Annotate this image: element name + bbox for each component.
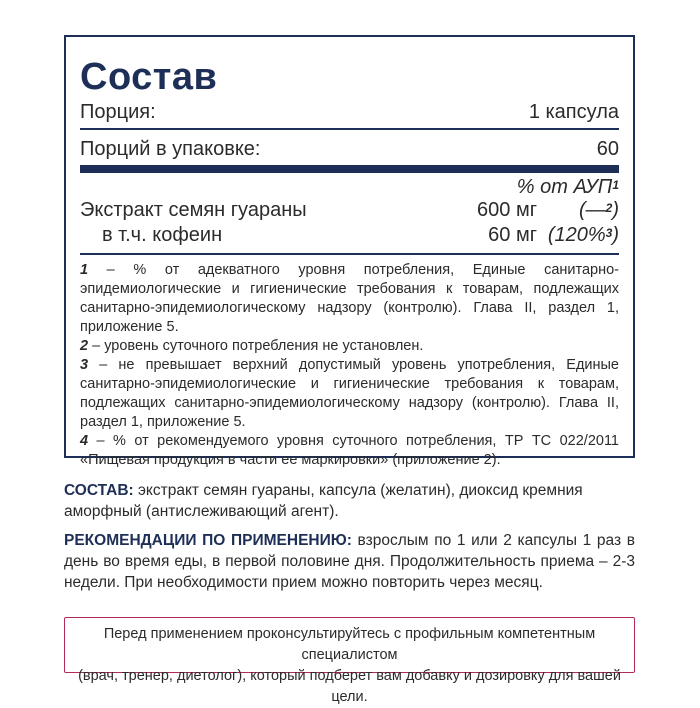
- ingredient-name: Экстракт семян гуараны: [80, 199, 307, 221]
- serving-value: 1 капсула: [528, 101, 619, 123]
- servings-value: 60: [596, 138, 619, 160]
- footnote: 2 – уровень суточного потребления не установлен.: [80, 338, 424, 354]
- ingredient-daily-value: (—$^2$): [578, 199, 619, 221]
- divider-thick: [80, 165, 619, 173]
- recommendations-text: РЕКОМЕНДАЦИИ ПО ПРИМЕНЕНИЮ: взрослым по 1 или 2 капсулы 1 раз в день во время еды, в первой половине дня. Продолжительность приема – 2-3 недели. При необходимости прием можно повторить через месяц.: [64, 532, 635, 591]
- supplement-facts-panel: [64, 35, 635, 468]
- footnote: 3 – не превышает верхний допустимый уровень употребления, Единые санитарно-эпидемиологические и гигиенические требования к товарам, подлежащих санитарно-эпидемиологическому надзору (контролю). Глава II, раздел 1, приложение 5.: [80, 357, 619, 430]
- serving-size-row: [80, 100, 619, 124]
- recommendations-label: РЕКОМЕНДАЦИИ ПО ПРИМЕНЕНИЮ:: [64, 532, 352, 549]
- ingredient-amount: 600 мг: [477, 199, 537, 221]
- ingredient-name: в т.ч. кофеин: [102, 224, 223, 246]
- footnotes: [80, 261, 619, 470]
- warning-line: Перед применением проконсультируйтесь с профильным компетентным специалистом: [103, 626, 596, 663]
- serving-label: Порция:: [80, 101, 156, 123]
- daily-value-header: % от АУП$^1$: [516, 176, 619, 198]
- consultation-warning-box: [64, 617, 635, 705]
- footnote: 1 – % от адекватного уровня потребления, Единые санитарно-эпидемиологические и гигиенические требования к товарам, подлежащих санитарно-эпидемиологическому надзору (контролю). Глава II, раздел 1, приложение 5.: [80, 262, 619, 335]
- divider-thin: [80, 128, 619, 130]
- servings-label: Порций в упаковке:: [80, 138, 261, 160]
- divider-thin: [80, 253, 619, 255]
- ingredient-amount: 60 мг: [488, 224, 537, 246]
- composition-label: СОСТАВ:: [64, 482, 134, 499]
- composition-text: СОСТАВ: экстракт семян гуараны, капсула (желатин), диоксид кремния аморфный (антислеживающий агент).: [64, 482, 583, 520]
- servings-per-container-row: [80, 137, 619, 161]
- footnote: 4 – % от рекомендуемого уровня суточного потребления, ТР ТС 022/2011 «Пищевая продукция в части ее маркировки» (приложение 2).: [80, 433, 619, 468]
- panel-title: Состав: [80, 56, 218, 98]
- ingredient-daily-value: (120%$^3$): [547, 224, 619, 246]
- warning-line: (врач, тренер, диетолог), который подберет вам добавку и дозировку для вашей цели.: [78, 668, 621, 705]
